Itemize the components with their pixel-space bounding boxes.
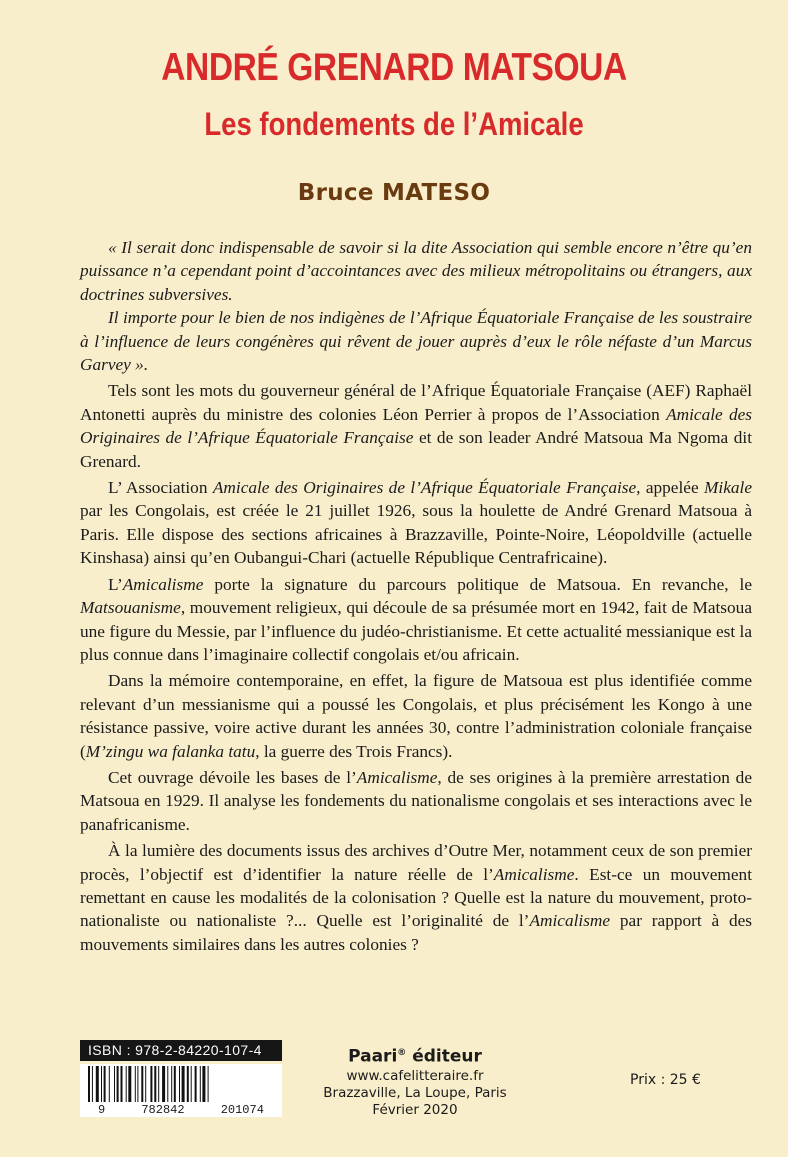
barcode-bar [135, 1066, 136, 1102]
barcode-bar [126, 1066, 127, 1102]
barcode-bar [128, 1066, 131, 1102]
barcode-bar [208, 1066, 209, 1102]
barcode-bar [137, 1066, 138, 1102]
barcode-digit-group: 201074 [220, 1103, 264, 1117]
publisher-cities: Brazzaville, La Loupe, Paris [323, 1084, 507, 1101]
barcode-bar [182, 1066, 185, 1102]
book-subtitle: Les fondements de l’Amicale [204, 106, 584, 142]
barcode-bar [88, 1066, 90, 1102]
barcode-bar [187, 1066, 189, 1102]
publisher-info [300, 1042, 530, 1119]
paragraph-4: Dans la mémoire contemporaine, en effet, la figure de Matsoua est plus identifiée comme relevant d’un messianisme qui a poussé les Congolais, et plus précisément les Kongo à une résistance passive, voire active durant les années 30, contre l’administration coloniale française (M’zingu wa falanka tatu, la guerre des Trois Francs). [80, 671, 752, 761]
paragraph-5: Cet ouvrage dévoile les bases de l’Amicalisme, de ses origines à la première arrestation de Matsoua en 1929. Il analyse les fondements du nationalisme congolais et ses interactions avec le panafricanisme. [80, 767, 752, 834]
barcode-bar [202, 1066, 205, 1102]
author-name: Bruce MATESO [297, 180, 491, 206]
barcode-bar [150, 1066, 152, 1102]
barcode-digit-group: 782842 [141, 1103, 185, 1117]
isbn-label: ISBN : 978-2-84220-107-4 [80, 1040, 282, 1061]
barcode-bar [167, 1066, 168, 1102]
paragraph-6: À la lumière des documents issus des archives d’Outre Mer, notamment ceux de son premier procès, l’objectif est d’identifier la nature réelle de l’Amicalisme. Est-ce un mouvement remettant en cause les modalités de la colonisation ? Quelle est la nature du mouvement, proto-nationaliste ou nationaliste ?... Quelle est l’originalité de l’Amicalisme par rapport à des mouvements similaires dans les autres colonies ? [80, 841, 752, 954]
barcode-bar [104, 1066, 106, 1102]
paragraph-1: Tels sont les mots du gouverneur général de l’Afrique Équatoriale Française (AEF) Raphaël Antonetti auprès du ministre des colonies Léon Perrier à propos de l’Association Amicale des Originaires de l’Afrique Équatoriale Française et de son leader André Matsoua Ma Ngoma dit Grenard. [80, 381, 753, 471]
barcode-bar [191, 1066, 192, 1102]
barcode-bar [109, 1066, 110, 1102]
publication-date: Février 2020 [372, 1101, 458, 1118]
blurb-text [80, 236, 752, 956]
barcode-bar [121, 1066, 123, 1102]
paragraph-3: L’Amicalisme porte la signature du parcours politique de Matsoua. En revanche, le Matsouanisme, mouvement religieux, qui découle de sa présumée mort en 1942, fait de Matsoua une figure du Messie, par l’influence du judéo-christianisme. Et cette actualité messianique est la plus connue dans l’imaginaire collectif congolais et/ou africain. [80, 574, 752, 664]
barcode-bar [117, 1066, 119, 1102]
barcode-bar [162, 1066, 165, 1102]
barcode-bar [92, 1066, 93, 1102]
barcode-bar [96, 1066, 99, 1102]
barcode-digit-group: 9 [98, 1103, 106, 1117]
barcode [80, 1064, 282, 1117]
barcode-bar [171, 1066, 172, 1102]
barcode-bar [200, 1066, 201, 1102]
quote-paragraph-1: « Il serait donc indispensable de savoir si la dite Association qui semble encore n’être qu’en puissance n’a cependant point d’accointances avec des milieux métropolitains ou étrangers, aux doctrines subversives. [80, 238, 752, 304]
quote-paragraph-2: Il importe pour le bien de nos indigènes de l’Afrique Équatoriale Française de les soustraire à l’influence de leurs congénères qui rêvent de jouer auprès d’eux le rôle néfaste d’un Marcus Garvey ». [80, 308, 752, 375]
barcode-bars [80, 1064, 282, 1104]
paragraph-2: L’ Association Amicale des Originaires de l’Afrique Équatoriale Française, appelée Mikale par les Congolais, est créée le 21 juillet 1926, sous la houlette de André Grenard Matsoua à Paris. Elle dispose des sections africaines à Brazzaville, Pointe-Noire, Léopoldville (actuelle Kinshasa) ainsi qu’en Oubangui-Chari (actuelle République Centrafricaine). [80, 478, 752, 568]
barcode-digits [80, 1103, 282, 1117]
barcode-bar [114, 1066, 115, 1102]
barcode-bar [179, 1066, 180, 1102]
barcode-bar [195, 1066, 197, 1102]
barcode-bar [158, 1066, 159, 1102]
barcode-bar [141, 1066, 143, 1102]
isbn-block [80, 1040, 282, 1117]
book-title: ANDRÉ GRENARD MATSOUA [161, 46, 627, 89]
barcode-bar [101, 1066, 102, 1102]
publisher-name: Paari® éditeur [348, 1046, 482, 1067]
price: Prix : 25 € [630, 1072, 701, 1088]
barcode-bar [174, 1066, 176, 1102]
registered-mark: ® [397, 1048, 407, 1058]
publisher-website: www.cafelitteraire.fr [346, 1067, 484, 1084]
barcode-bar [145, 1066, 146, 1102]
barcode-bar [154, 1066, 156, 1102]
